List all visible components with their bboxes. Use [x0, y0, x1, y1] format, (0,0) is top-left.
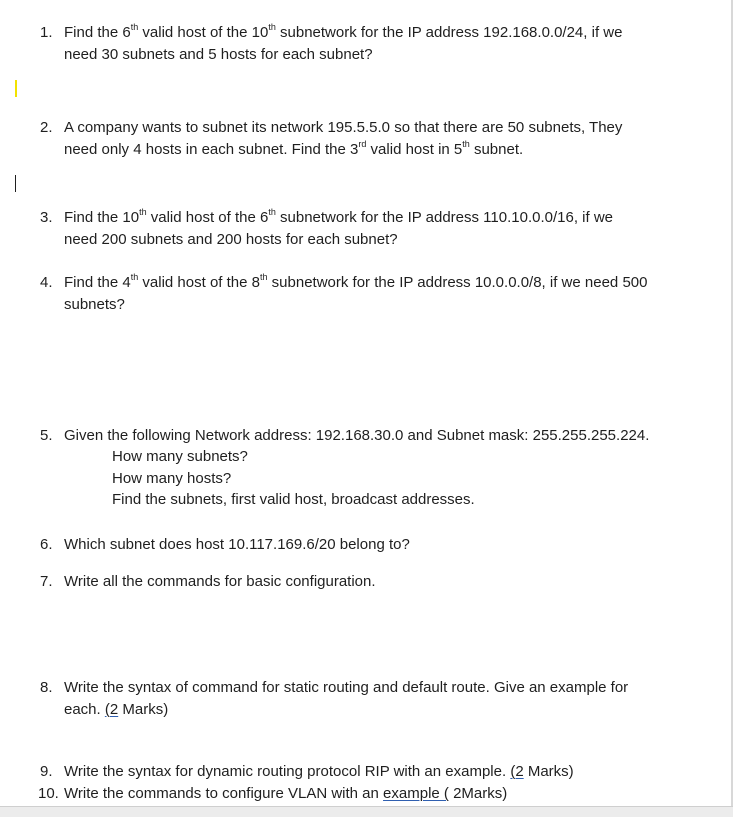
- sub-question: How many hosts?: [112, 470, 232, 487]
- question-text-line: Find the 10th valid host of the 6th subnetwork for the IP address 110.10.0.0/16, if we: [64, 207, 613, 226]
- question-number: 7.: [40, 573, 53, 590]
- question-text-line: Write the syntax of command for static routing and default route. Give an example for: [64, 679, 629, 696]
- question-number: 10.: [38, 785, 59, 802]
- question-text-line: Write the syntax for dynamic routing protocol RIP with an example. (2 Marks): [64, 763, 574, 780]
- question-text-line: Write the commands to configure VLAN with an example ( 2Marks): [64, 785, 508, 802]
- question-number: 1.: [40, 24, 53, 41]
- question-number: 6.: [40, 536, 53, 553]
- question-text-line: Which subnet does host 10.117.169.6/20 belong to?: [64, 536, 410, 553]
- question-number: 4.: [40, 274, 53, 291]
- question-text-line: each. (2 Marks): [64, 700, 169, 718]
- question-number: 8.: [40, 679, 53, 696]
- question-text-line: Write all the commands for basic configuration.: [64, 573, 376, 590]
- question-text-line: need only 4 hosts in each subnet. Find the 3rd valid host in 5th subnet.: [64, 138, 524, 158]
- question-number: 2.: [40, 119, 53, 136]
- question-text-line: need 200 subnets and 200 hosts for each subnet?: [64, 230, 398, 248]
- sub-question: How many subnets?: [112, 448, 248, 465]
- text-cursor: [15, 175, 16, 192]
- question-text-line: Find the 6th valid host of the 10th subnetwork for the IP address 192.168.0.0/24, if we: [64, 22, 623, 41]
- question-number: 3.: [40, 209, 53, 226]
- question-text-line: A company wants to subnet its network 195.5.5.0 so that there are 50 subnets, They: [64, 119, 623, 136]
- question-number: 9.: [40, 763, 53, 780]
- question-text-line: need 30 subnets and 5 hosts for each subnet?: [64, 45, 373, 63]
- question-number: 5.: [40, 427, 53, 444]
- question-text-line: Find the 4th valid host of the 8th subnetwork for the IP address 10.0.0.0/8, if we need 500: [64, 272, 648, 291]
- question-text-line: subnets?: [64, 295, 125, 313]
- sub-question: Find the subnets, first valid host, broadcast addresses.: [112, 491, 475, 508]
- window-bottom-bar: [0, 806, 733, 817]
- question-text-line: Given the following Network address: 192.168.30.0 and Subnet mask: 255.255.255.224.: [64, 427, 650, 444]
- highlight-marker: [15, 80, 17, 97]
